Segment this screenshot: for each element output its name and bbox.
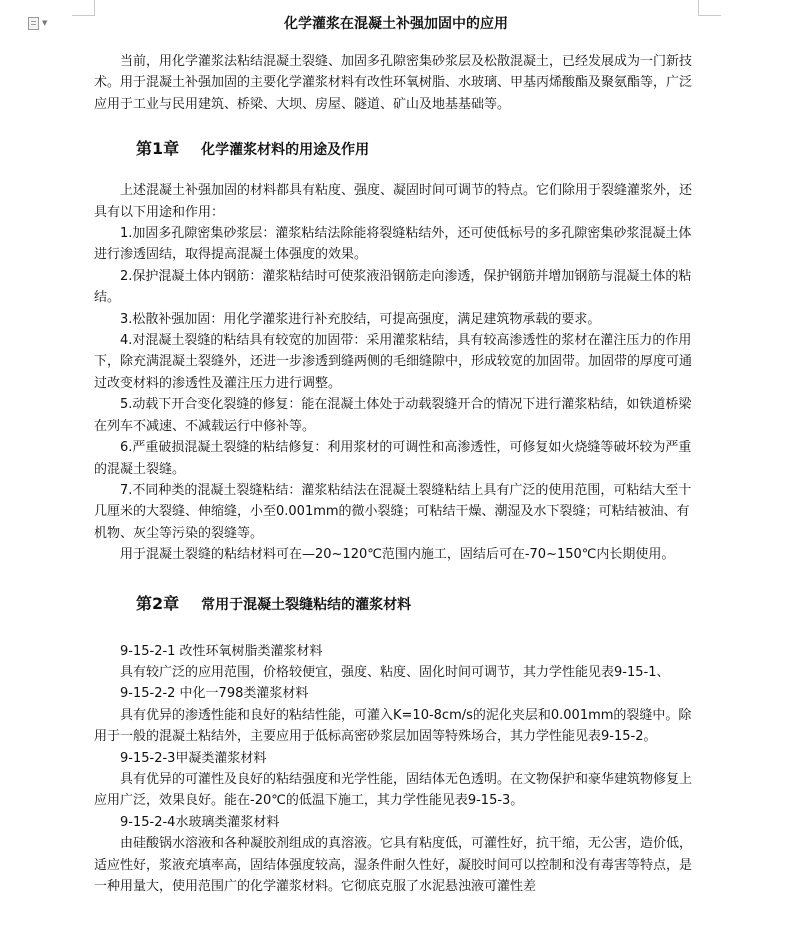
section-heading: 9-15-2-3甲凝类灌浆材料	[120, 750, 267, 766]
list-item: 5.动载下开合变化裂缝的修复：能在混凝土体处于动载裂缝开合的情况下进行灌浆粘结，如铁道桥梁在列车不减速、不减载运行中修补等。	[94, 397, 692, 434]
chapter-1-title: 化学灌浆材料的用途及作用	[201, 142, 370, 159]
document-body	[94, 12, 698, 897]
chevron-down-icon: ▼	[42, 18, 48, 27]
list-item: 6.严重破损混凝土裂缝的粘结修复：利用浆材的可调性和高渗透性，可修复如火烧缝等破坏较为严重的混凝土裂缝。	[94, 440, 692, 477]
section-body: 由硅酸锅水溶液和各种凝胶剂组成的真溶液。它具有粘度低，可灌性好，抗干缩，无公害，造价低，适应性好，浆液充填率高，固结体强度较高，湿条件耐久性好，凝胶时间可以控制和没有毒害等特点，是一种用量大，使用范围广的化学灌浆材料。它彻底克服了水泥悬浊液可灌性差	[94, 836, 693, 894]
page-corner-mark-top-right	[699, 15, 721, 16]
list-item: 2.保护混凝土体内钢筋：灌浆粘结时可使浆液沿钢筋走向渗透，保护钢筋并增加钢筋与混凝土体的粘结。	[94, 268, 692, 306]
document-page-icon	[28, 17, 39, 30]
list-item: 1.加固多孔隙密集砂浆层：灌浆粘结法除能将裂缝粘结外，还可使低标号的多孔隙密集砂浆混凝土体进行渗透固结，取得提高混凝土体强度的效果。	[94, 226, 692, 263]
list-item: 7.不同种类的混凝土裂缝粘结：灌浆粘结法在混凝土裂缝粘结上具有广泛的使用范围，可粘结大至十几厘米的大裂缝、伸缩缝，小至0.001mm的微小裂缝；可粘结干燥、潮湿及水下裂缝；可粘结被油、有机物、灰尘等污染的裂缝等。	[94, 482, 692, 541]
section-heading: 9-15-2-1 改性环氧树脂类灌浆材料	[120, 643, 323, 659]
section-body: 具有较广泛的应用范围，价格较便宜，强度、粘度、固化时间可调节，其力学性能见表9-15-1、	[120, 664, 670, 680]
document-title: 化学灌浆在混凝土补强加固中的应用	[284, 16, 508, 32]
chapter-1-lead: 上述混凝土补强加固的材料都具有粘度、强度、凝固时间可调节的特点。它们除用于裂缝灌浆外，还具有以下用途和作用：	[94, 183, 693, 220]
chapter-2-heading	[94, 592, 698, 617]
chapter-1-number: 第1章	[136, 139, 180, 159]
intro-paragraph: 当前，用化学灌浆法粘结混凝土裂缝、加固多孔隙密集砂浆层及松散混凝土，已经发展成为一门新技术。用于混凝土补强加固的主要化学灌浆材料有改性环氧树脂、水玻璃、甲基丙烯酸酯及聚氨酯等，广泛应用于工业与民用建筑、桥梁、大坝、房屋、隧道、矿山及地基基础等。	[94, 54, 693, 112]
chapter-2-number: 第2章	[136, 593, 180, 613]
section-body: 具有优异的可灌性及良好的粘结强度和光学性能，固结体无色透明。在文物保护和豪华建筑物修复上应用广泛，效果良好。能在-20℃的低温下施工，其力学性能见表9-15-3。	[94, 771, 693, 809]
page-corner-mark-top-left	[72, 15, 94, 16]
page-corner-mark-top-right	[698, 0, 699, 16]
section-body: 具有优异的渗透性能和良好的粘结性能，可灌入K=10-8cm/s的泥化夹层和0.001mm的裂缝中。除用于一般的混凝土粘结外，主要应用于低标高密砂浆层加固等特殊场合，其力学性能见表9-15-2。	[94, 707, 692, 745]
list-item: 4.对混凝土裂缝的粘结具有较宽的加固带：采用灌浆粘结，具有较高渗透性的浆材在灌注压力的作用下，除充满混凝土裂缝外，还进一步渗透到缝两侧的毛细缝隙中，形成较宽的加固带。加固带的厚度可通过改变材料的渗透性及灌注压力进行调整。	[94, 333, 693, 391]
section-heading: 9-15-2-2 中化一798类灌浆材料	[120, 686, 309, 702]
chapter-1-closing: 用于混凝土裂缝的粘结材料可在—20~120℃范围内施工，固结后可在-70~150℃内长期使用。	[120, 547, 675, 563]
section-heading: 9-15-2-4水玻璃类灌浆材料	[120, 814, 280, 830]
chapter-1-heading	[94, 137, 698, 162]
list-item: 3.松散补强加固：用化学灌浆进行补充胶结，可提高强度，满足建筑物承载的要求。	[120, 311, 601, 327]
chapter-2-title: 常用于混凝土裂缝粘结的灌浆材料	[201, 596, 412, 613]
document-options-icon[interactable]	[28, 16, 50, 30]
